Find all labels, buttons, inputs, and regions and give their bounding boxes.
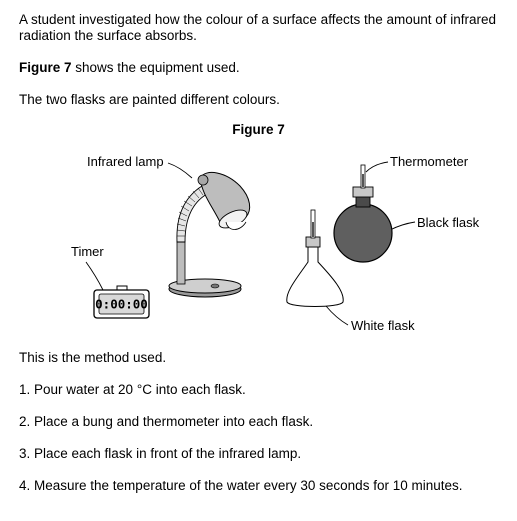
label-timer: Timer bbox=[71, 244, 104, 259]
method-intro: This is the method used. bbox=[19, 350, 167, 365]
leader-lamp bbox=[168, 163, 192, 178]
label-infrared-lamp: Infrared lamp bbox=[87, 154, 164, 169]
flasks-note: The two flasks are painted different colours. bbox=[19, 92, 280, 107]
method-step-4: 4. Measure the temperature of the water every 30 seconds for 10 minutes. bbox=[19, 478, 463, 493]
leader-black-flask bbox=[390, 222, 415, 230]
timer-display: 0:00:00 bbox=[95, 296, 148, 312]
figure-reference-bold: Figure 7 bbox=[19, 60, 72, 75]
figure-title: Figure 7 bbox=[232, 122, 285, 137]
figure-reference-rest: shows the equipment used. bbox=[71, 60, 240, 75]
label-thermometer: Thermometer bbox=[390, 154, 469, 169]
intro-line-1: A student investigated how the colour of a surface affects the amount of infrared bbox=[19, 12, 497, 27]
timer-icon bbox=[94, 286, 149, 318]
label-black-flask: Black flask bbox=[417, 215, 480, 230]
leader-thermometer bbox=[366, 162, 388, 172]
method-step-1: 1. Pour water at 20 °C into each flask. bbox=[19, 382, 246, 397]
method-step-3: 3. Place each flask in front of the infrared lamp. bbox=[19, 446, 302, 461]
leader-white-flask bbox=[326, 306, 348, 325]
black-flask-icon bbox=[334, 165, 392, 262]
leader-timer bbox=[86, 262, 103, 290]
method-step-2: 2. Place a bung and thermometer into each flask. bbox=[19, 414, 314, 429]
infrared-lamp-icon bbox=[169, 172, 250, 297]
intro-line-2: radiation the surface absorbs. bbox=[19, 28, 197, 43]
label-white-flask: White flask bbox=[351, 318, 415, 333]
